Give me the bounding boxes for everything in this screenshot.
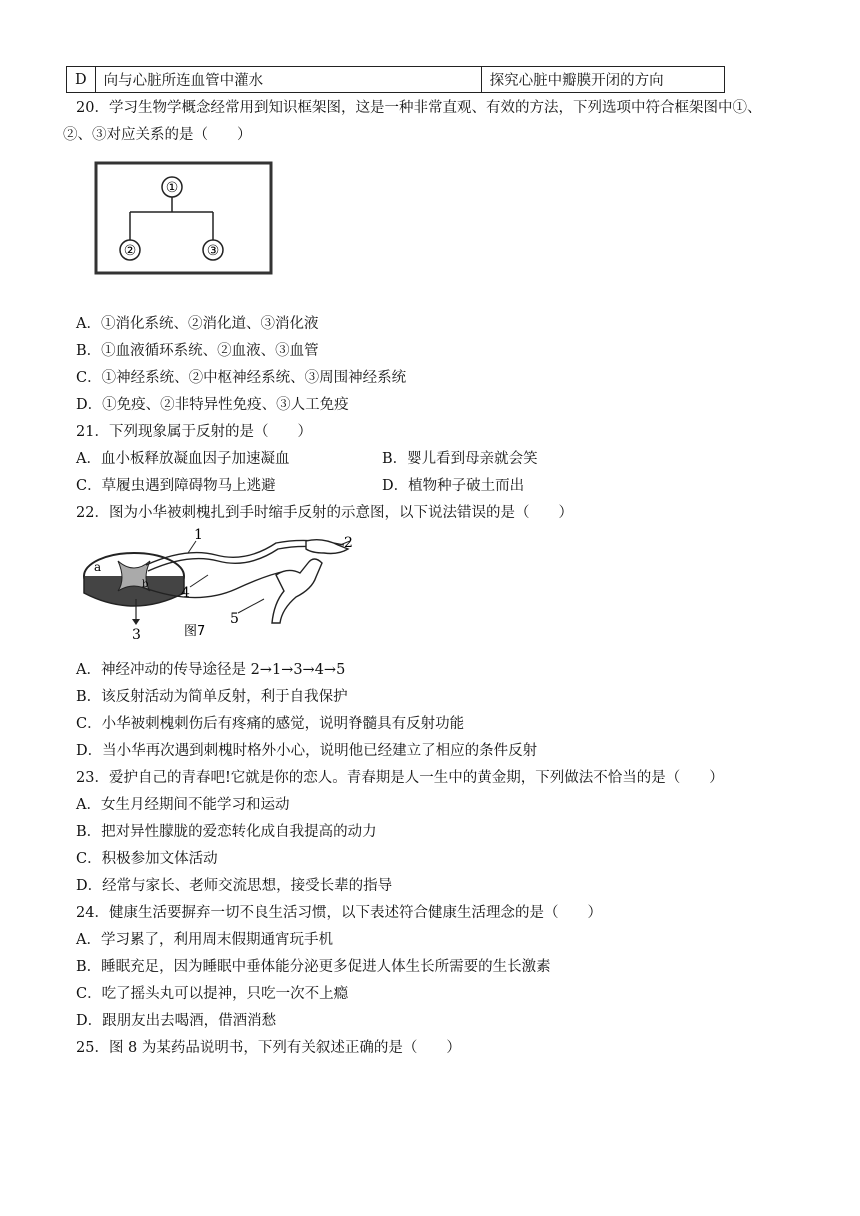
arm-shape [272,559,322,623]
q23-option-a: A．女生月经期间不能学习和运动 [76,797,290,813]
label-b: b [142,579,149,590]
q22-stem: 22．图为小华被刺槐扎到手时缩手反射的示意图，以下说法错误的是（ ） [76,505,573,521]
label-5: 5 [230,611,239,627]
table-cell-letter: D [67,67,96,93]
q23-option-d: D．经常与家长、老师交流思想，接受长辈的指导 [76,878,393,894]
q20-option-c: C．①神经系统、②中枢神经系统、③周围神经系统 [76,370,407,386]
q20-stem-line1: 20．学习生物学概念经常用到知识框架图，这是一种非常直观、有效的方法，下列选项中符合框架图中①、 [76,100,762,116]
node-2-label: ② [123,243,137,259]
label-3: 3 [132,627,141,643]
q20-option-b: B．①血液循环系统、②血液、③血管 [76,343,319,359]
node-1-label: ① [165,180,179,196]
q22-option-d: D．当小华再次遇到刺槐时格外小心，说明他已经建立了相应的条件反射 [76,743,538,759]
experiment-table [66,66,725,93]
label-a: a [94,560,102,574]
q20-option-d: D．①免疫、②非特异性免疫、③人工免疫 [76,397,349,413]
table-cell-method: 向与心脏所连血管中灌水 [95,67,481,93]
q21-stem: 21．下列现象属于反射的是（ ） [76,424,312,440]
q24-option-d: D．跟朋友出去喝酒，借酒消愁 [76,1013,277,1029]
q21-option-c: C．草履虫遇到障碍物马上逃避 [76,478,276,494]
q24-option-b: B．睡眠充足，因为睡眠中垂体能分泌更多促进人体生长所需要的生长激素 [76,959,551,975]
q23-option-b: B．把对异性朦胧的爱恋转化成自我提高的动力 [76,824,377,840]
q24-option-c: C．吃了摇头丸可以提神，只吃一次不上瘾 [76,986,349,1002]
q23-stem: 23．爱护自己的青春吧!它就是你的恋人。青春期是人一生中的黄金期，下列做法不恰当的是（ ） [76,770,724,786]
q24-option-a: A．学习累了，利用周末假期通宵玩手机 [76,932,333,948]
q24-stem: 24．健康生活要摒弃一切不良生活习惯，以下表述符合健康生活理念的是（ ） [76,905,602,921]
finger-shape [306,540,348,554]
q21-option-b: B．婴儿看到母亲就会笑 [382,451,538,467]
reflex-arc-figure [76,527,366,643]
q22-option-b: B．该反射活动为简单反射，利于自我保护 [76,689,348,705]
q20-option-a: A．①消化系统、②消化道、③消化液 [76,316,319,332]
table-row [67,67,725,93]
label-1: 1 [194,527,203,543]
q21-option-d: D．植物种子破土而出 [382,478,525,494]
table-cell-purpose: 探究心脏中瓣膜开闭的方向 [481,67,724,93]
node-3-label: ③ [206,243,220,259]
q22-option-c: C．小华被刺槐刺伤后有疼痛的感觉，说明脊髓具有反射功能 [76,716,465,732]
q20-stem-line2: ②、③对应关系的是（ ） [63,127,252,143]
label-4: 4 [181,585,190,601]
knowledge-framework-figure [92,160,276,284]
figure-caption: 图7 [184,624,206,639]
label-2: 2 [344,535,353,551]
q23-option-c: C．积极参加文体活动 [76,851,218,867]
q25-stem: 25．图 8 为某药品说明书，下列有关叙述正确的是（ ） [76,1040,461,1056]
q22-option-a: A．神经冲动的传导途径是 2→1→3→4→5 [76,662,346,678]
q21-option-a: A．血小板释放凝血因子加速凝血 [76,451,290,467]
